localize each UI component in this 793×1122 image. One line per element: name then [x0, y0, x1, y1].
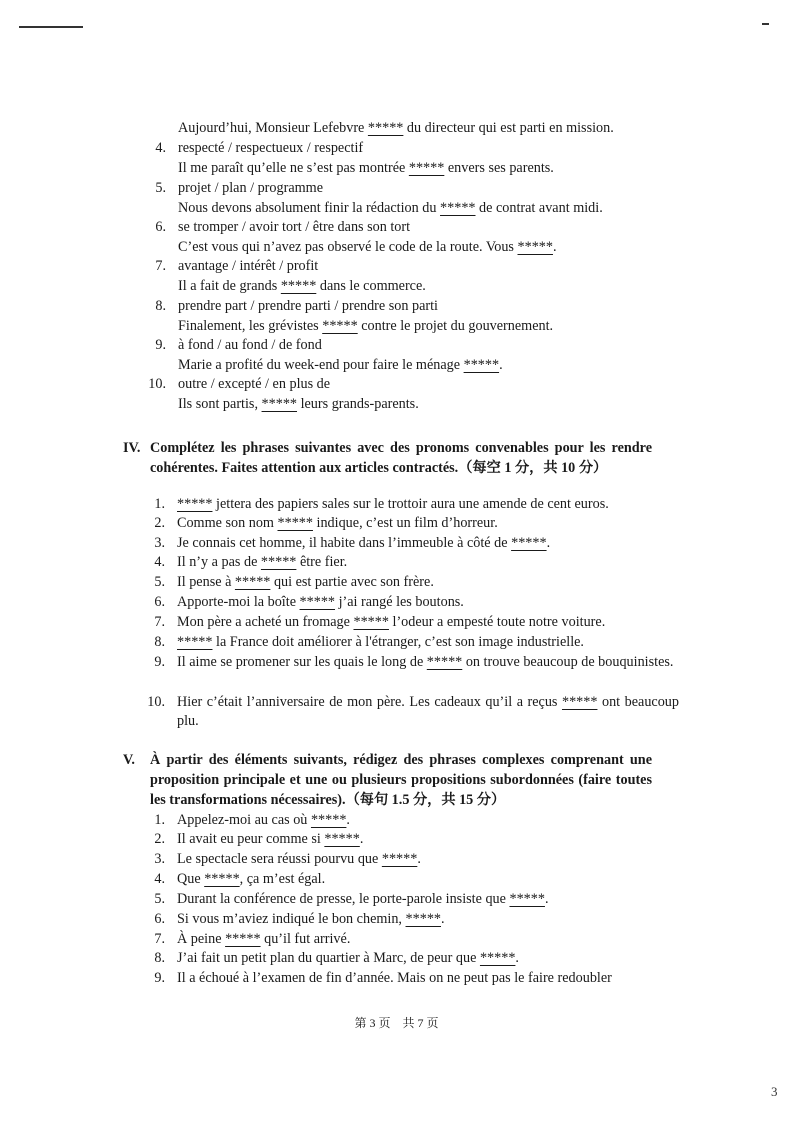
- sentence-text-after: dans le commerce.: [316, 278, 426, 294]
- sentence-text-after: de contrat avant midi.: [475, 200, 603, 216]
- sentence-text-before: Il avait eu peur comme si: [177, 831, 325, 847]
- exercise-sentence: [177, 910, 445, 929]
- exercise-sentence: [178, 395, 419, 414]
- answer-blank[interactable]: *****: [408, 160, 445, 176]
- sentence-text-before: Finalement, les grévistes: [178, 318, 323, 334]
- word-options: respecté / respectueux / respectif: [178, 140, 364, 156]
- page-footer: 第 3 页 共 7 页: [354, 1016, 439, 1030]
- sentence-text-after: .: [346, 812, 350, 828]
- item-number: 1.: [154, 812, 165, 828]
- sentence-text-after: .: [359, 831, 364, 847]
- answer-blank[interactable]: *****: [517, 239, 553, 255]
- sentence-text-before: Hier c’était l’anniversaire de mon père. Les cadeaux qu’il a reçus: [177, 694, 562, 710]
- exercise-sentence: [177, 850, 421, 869]
- answer-blank[interactable]: *****: [204, 871, 240, 887]
- sentence-text-before: Il aime se promener sur les quais le long de: [177, 654, 427, 670]
- sentence-text-before: À peine: [177, 931, 226, 947]
- exercise-sentence: [177, 593, 464, 612]
- sentence-text-after: ont beaucoup plu.: [177, 694, 679, 729]
- answer-blank[interactable]: *****: [280, 278, 317, 294]
- sentence-text-before: Que: [177, 871, 205, 887]
- exercise-sentence: [177, 573, 434, 592]
- sentence-text-before: Nous devons absolument finir la rédaction du: [178, 200, 441, 216]
- item-number: 4.: [155, 140, 166, 156]
- word-options: avantage / intérêt / profit: [178, 258, 319, 274]
- sentence-text-after: .: [544, 891, 549, 907]
- answer-blank[interactable]: *****: [225, 931, 261, 947]
- exercise-sentence: [177, 613, 605, 632]
- item-number: 2.: [154, 831, 165, 847]
- exercise-sentence: [177, 930, 350, 949]
- word-options: outre / excepté / en plus de: [178, 376, 331, 392]
- sentence-text-after: .: [515, 950, 519, 966]
- exercise-sentence: [177, 495, 609, 514]
- word-options: prendre part / prendre parti / prendre son parti: [178, 298, 438, 314]
- exercise-sentence: [177, 514, 498, 533]
- item-number: 5.: [154, 891, 165, 907]
- sentence-text-before: Comme son nom: [177, 515, 278, 531]
- sentence-text-after: leurs grands-parents.: [297, 396, 419, 412]
- sentence-text-after: l’odeur a empesté toute notre voiture.: [388, 614, 606, 630]
- item-number: 5.: [154, 574, 165, 590]
- sentence-text-before: Il pense à: [177, 574, 235, 590]
- sentence-text-before: Ils sont partis,: [178, 396, 262, 412]
- sentence-text-before: Appelez-moi au cas où: [177, 812, 311, 828]
- item-number: 7.: [154, 931, 165, 947]
- exercise-sentence: [177, 830, 363, 849]
- section-instruction: À partir des éléments suivants, rédigez des phrases complexes comprenant une proposition principale et une ou plusieurs propositions subordonnées (faire toutes les transformations nécessaires).（每句 1.5 分，共 15 分）: [150, 752, 652, 808]
- answer-blank[interactable]: *****: [322, 318, 358, 334]
- sentence-text-before: Il a échoué à l’examen de fin d’année. Mais on ne peut pas le faire redoubler: [177, 970, 612, 986]
- header-rule: [19, 26, 83, 28]
- answer-blank[interactable]: *****: [299, 594, 336, 610]
- item-number: 9.: [154, 654, 165, 670]
- word-options: à fond / au fond / de fond: [178, 337, 322, 353]
- exercise-sentence: [177, 870, 325, 889]
- sentence-text-before: Durant la conférence de presse, le porte-parole insiste que: [177, 891, 510, 907]
- answer-blank[interactable]: *****: [177, 634, 213, 650]
- item-number: 6.: [154, 594, 165, 610]
- sentence-text-before: Il n’y a pas de: [177, 554, 261, 570]
- exercise-sentence: [177, 653, 679, 672]
- item-number: 5.: [155, 180, 166, 196]
- answer-blank[interactable]: *****: [381, 851, 418, 867]
- sentence-text-after: , ça m’est égal.: [239, 871, 326, 887]
- sentence-text-after: .: [441, 911, 445, 927]
- word-options: se tromper / avoir tort / être dans son tort: [178, 219, 411, 235]
- sentence-text-after: on trouve beaucoup de bouquinistes.: [462, 654, 674, 670]
- sentence-text-after: indique, c’est un film d’horreur.: [312, 515, 498, 531]
- scan-mark: [762, 23, 769, 25]
- item-number: 2.: [154, 515, 165, 531]
- answer-blank[interactable]: *****: [367, 120, 404, 136]
- answer-blank[interactable]: *****: [277, 515, 313, 531]
- sentence-text-before: Mon père a acheté un fromage: [177, 614, 354, 630]
- sentence-text-before: Je connais cet homme, il habite dans l’immeuble à côté de: [177, 535, 512, 551]
- sentence-text-after: j’ai rangé les boutons.: [335, 594, 464, 610]
- exercise-sentence: [177, 553, 347, 572]
- exercise-sentence: [177, 693, 679, 731]
- item-number: 6.: [154, 911, 165, 927]
- answer-blank[interactable]: *****: [324, 831, 360, 847]
- answer-blank[interactable]: *****: [479, 950, 516, 966]
- answer-blank[interactable]: *****: [260, 554, 297, 570]
- exercise-sentence: [178, 277, 426, 296]
- sentence-text-before: Aujourd’hui, Monsieur Lefebvre: [178, 120, 368, 136]
- item-number: 8.: [154, 950, 165, 966]
- item-number: 1.: [154, 496, 165, 512]
- exercise-sentence: [178, 356, 503, 375]
- section-number: V.: [123, 752, 135, 768]
- sentence-text-before: J’ai fait un petit plan du quartier à Marc, de peur que: [177, 950, 480, 966]
- answer-blank[interactable]: *****: [177, 496, 213, 512]
- exercise-sentence: [177, 534, 550, 553]
- item-number: 8.: [154, 634, 165, 650]
- section-instruction: Complétez les phrases suivantes avec des pronoms convenables pour les rendre cohérentes. Faites attention aux articles contractés.（每空 1 分，共 10 分）: [150, 440, 652, 476]
- answer-blank[interactable]: *****: [426, 654, 463, 670]
- answer-blank[interactable]: *****: [511, 535, 547, 551]
- item-number: 7.: [154, 614, 165, 630]
- answer-blank[interactable]: *****: [440, 200, 476, 216]
- exercise-sentence: [177, 890, 549, 909]
- sentence-text-after: contre le projet du gouvernement.: [357, 318, 554, 334]
- sentence-text-after: .: [499, 357, 503, 373]
- exercise-sentence: [178, 238, 557, 257]
- item-number: 3.: [154, 535, 165, 551]
- exercise-sentence: [177, 633, 584, 652]
- corner-page-number: 3: [771, 1084, 778, 1099]
- sentence-text-after: .: [552, 239, 557, 255]
- sentence-text-after: envers ses parents.: [444, 160, 554, 176]
- exercise-sentence: [177, 969, 612, 988]
- exercise-sentence: [178, 199, 603, 218]
- item-number: 4.: [154, 871, 165, 887]
- sentence-text-after: être fier.: [296, 554, 348, 570]
- sentence-text-before: Si vous m’aviez indiqué le bon chemin,: [177, 911, 406, 927]
- sentence-text-before: Marie a profité du week-end pour faire le ménage: [178, 357, 464, 373]
- answer-blank[interactable]: *****: [353, 614, 389, 630]
- exercise-sentence: [177, 811, 350, 830]
- word-options: projet / plan / programme: [178, 180, 323, 196]
- exercise-sentence: [178, 317, 553, 336]
- sentence-text-before: Il me paraît qu’elle ne s’est pas montrée: [178, 160, 409, 176]
- item-number: 9.: [154, 970, 165, 986]
- item-number: 8.: [155, 298, 166, 314]
- sentence-text-after: qu’il fut arrivé.: [260, 931, 351, 947]
- answer-blank[interactable]: *****: [463, 357, 500, 373]
- item-number: 9.: [155, 337, 166, 353]
- item-number: 10.: [148, 376, 166, 392]
- exercise-sentence: [178, 159, 554, 178]
- exercise-sentence: [177, 949, 519, 968]
- item-number: 10.: [147, 694, 165, 710]
- answer-blank[interactable]: *****: [310, 812, 347, 828]
- sentence-text-after: qui est partie avec son frère.: [270, 574, 434, 590]
- sentence-text-before: Il a fait de grands: [178, 278, 281, 294]
- sentence-text-before: C’est vous qui n’avez pas observé le code de la route. Vous: [178, 239, 518, 255]
- sentence-text-after: jettera des papiers sales sur le trottoir aura une amende de cent euros.: [212, 496, 609, 512]
- sentence-text-before: Le spectacle sera réussi pourvu que: [177, 851, 382, 867]
- answer-blank[interactable]: *****: [261, 396, 298, 412]
- exercise-sentence: [178, 119, 614, 138]
- answer-blank[interactable]: *****: [561, 694, 598, 710]
- answer-blank[interactable]: *****: [509, 891, 545, 907]
- item-number: 7.: [155, 258, 166, 274]
- item-number: 3.: [154, 851, 165, 867]
- answer-blank[interactable]: *****: [405, 911, 441, 927]
- sentence-text-after: .: [546, 535, 551, 551]
- sentence-text-after: la France doit améliorer à l'étranger, c’est son image industrielle.: [212, 634, 584, 650]
- sentence-text-after: du directeur qui est parti en mission.: [403, 120, 614, 136]
- item-number: 4.: [154, 554, 165, 570]
- sentence-text-after: .: [417, 851, 421, 867]
- sentence-text-before: Apporte-moi la boîte: [177, 594, 300, 610]
- answer-blank[interactable]: *****: [234, 574, 271, 590]
- item-number: 6.: [155, 219, 166, 235]
- section-number: IV.: [123, 440, 141, 456]
